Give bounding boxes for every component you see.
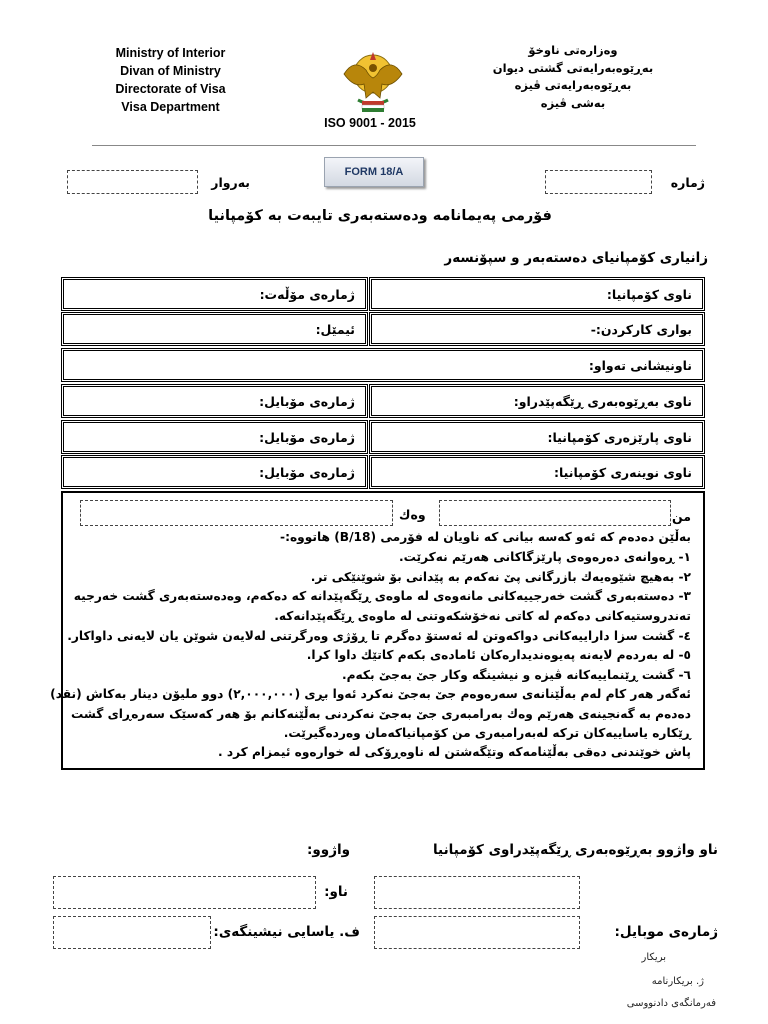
declaration-line: پاش خوێندنی دەقی بەڵێنامەکە وتێگەشتن لە ناوەڕۆکی لە خوارەوە ئیمزام کرد .: [217, 745, 691, 759]
header-line: بەڕێوەبەرایەتی ڤیزە: [514, 78, 632, 92]
name-label: ناو:: [324, 884, 348, 900]
as-label: وەك: [399, 507, 426, 522]
signature-label: واژوو:: [307, 842, 350, 858]
signature-input[interactable]: [53, 876, 316, 909]
declaration-box: [50, 491, 705, 770]
number-label: ژمارە: [670, 175, 705, 190]
field-label: ناوی بەڕێوەبەری ڕێگەپێدراو:: [513, 393, 692, 409]
declaration-line: ٦- گشت ڕێنماییەکانە ڤیزە و نیشینگە وکار جێ بەجێ بکەم.: [341, 668, 691, 682]
work-field-field[interactable]: [369, 312, 705, 346]
manager-mobile-field[interactable]: [61, 384, 368, 418]
form-number-badge: FORM 18/A: [324, 157, 424, 187]
company-name-field[interactable]: [369, 277, 705, 311]
field-label: ناونیشانی تەواو:: [588, 357, 692, 373]
header-divider: [92, 145, 696, 146]
field-label: ناوی کۆمپانیا:: [606, 286, 692, 302]
field-label: ژمارەی مۆبایل:: [259, 429, 355, 445]
email-field[interactable]: [61, 312, 368, 346]
footnote-notary-office: فەرمانگەی دادنووسی: [626, 998, 716, 1009]
number-field[interactable]: [545, 170, 652, 194]
header-line: Ministry of Interior: [115, 46, 226, 60]
field-label: ناوی پارێزەری کۆمپانیا:: [547, 429, 692, 445]
header-line: بەشی ڤیزە: [540, 95, 606, 110]
field-label: بواری کارکردن:-: [590, 321, 692, 337]
lawyer-mobile-field[interactable]: [61, 420, 368, 454]
declaration-line: تەندروستیەکانی دەکەم لە کاتی نەخۆشکەوتنی لە ماوەی ڕێگەپێدانەکە.: [274, 609, 691, 623]
header-line: وەزارەتی ناوخۆ: [528, 43, 618, 57]
footnote-power-of-attorney: ژ. بریکارنامە: [651, 976, 704, 987]
section-title: زانیاری کۆمپانیای دەستەبەر و سپۆنسەر: [444, 250, 708, 266]
field-label: ژمارەی مۆبایل:: [259, 464, 355, 480]
declarant-role-field[interactable]: [80, 500, 393, 526]
lawyer-name-field[interactable]: [369, 420, 705, 454]
manager-signature-heading: ناو واژوو بەڕێوەبەری ڕێگەپێدراوی کۆمپانیا: [432, 842, 718, 858]
date-label: بەروار: [211, 175, 250, 190]
field-label: ئیمێل:: [315, 321, 355, 337]
declarant-name-field[interactable]: [439, 500, 671, 526]
declaration-line: ٣- دەستەبەری گشت خەرجییەکانی مانەوەی لە ماوەی ڕێگەپێدانە کە دەکەم، وەدەستەبەری گشت خەرجیە: [73, 589, 691, 603]
header-line: Visa Department: [121, 100, 220, 114]
declaration-line: ڕێکارە یاساییەکان ترکە لەبەرامبەری من کۆمپانیاکەمان وەردەگیرێت.: [283, 726, 691, 740]
residence-input[interactable]: [53, 916, 211, 949]
field-label: ژمارەی مۆڵەت:: [259, 286, 355, 302]
declaration-line: ٢- بەهیچ شێوەیەك بازرگانی پێ نەکەم بە پێدانی بۆ شوێنێکی تر.: [310, 570, 691, 584]
declaration-line: ئەگەر هەر کام لەم بەڵێنانەی سەرەوەم جێ بەجێ نەکرد ئەوا بڕی (٢,٠٠٠,٠٠٠) دوو ملیۆن دینار بەکاش (نقد): [50, 687, 691, 701]
declaration-line: ١- ڕەوانەی دەرەوەی پارێزگاکانی هەرێم نەکرێت.: [398, 550, 691, 564]
representative-name-field[interactable]: [369, 455, 705, 489]
date-field[interactable]: [67, 170, 198, 194]
manager-name-input[interactable]: [374, 876, 580, 909]
declaration-line: ٥- لە بەردەم لایەنە پەیوەندیدارەکان ئامادەی بکەم کاتێك داوا کرا.: [306, 648, 691, 662]
ministry-header-kurdish: [488, 42, 658, 112]
declaration-line: ٤- گشت سزا داراییەکانی دواکەوتن لە ئەستۆ دەگرم تا ڕۆژی وەرگرتنی لەلایەن شوێن یان لایەنی داواکار.: [67, 629, 691, 643]
representative-mobile-field[interactable]: [61, 455, 368, 489]
iso-certification: ISO 9001 - 2015: [324, 116, 416, 130]
field-label: ناوی نوینەری کۆمپانیا:: [553, 464, 692, 480]
ministry-header-english: [88, 44, 253, 116]
header-line: Divan of Ministry: [120, 64, 221, 78]
me-label: من: [672, 509, 691, 524]
header-line: بەڕێوەبەرایەتی گشتی دیوان: [492, 60, 654, 75]
residence-label: ف. یاسایی نیشینگەی:: [213, 924, 360, 940]
full-address-field[interactable]: [61, 348, 705, 382]
declaration-line: دەدەم بە گەنجینەی هەرێم وەك بەرامبەری جێ بەجێ نەکردنی بەڵێنەکانم بۆ هەر کەسێک سەرەڕای گشت: [70, 707, 691, 721]
field-label: ژمارەی مۆبایل:: [259, 393, 355, 409]
manager-name-field[interactable]: [369, 384, 705, 418]
kurdistan-eagle-emblem-icon: [336, 44, 410, 114]
form-title: فۆرمی پەیمانامە ودەستەبەری تایبەت بە کۆمپانیا: [208, 208, 552, 224]
license-number-field[interactable]: [61, 277, 368, 311]
header-line: Directorate of Visa: [115, 82, 226, 96]
manager-mobile-input[interactable]: [374, 916, 580, 949]
footnote-agent: بریکار: [641, 952, 666, 963]
mobile-label: ژمارەی موبایل:: [614, 924, 718, 940]
declaration-line: بەڵێن دەدەم کە ئەو کەسە بیانی کە ناویان لە فۆرمی (18/B) هاتووە:-: [280, 530, 691, 544]
